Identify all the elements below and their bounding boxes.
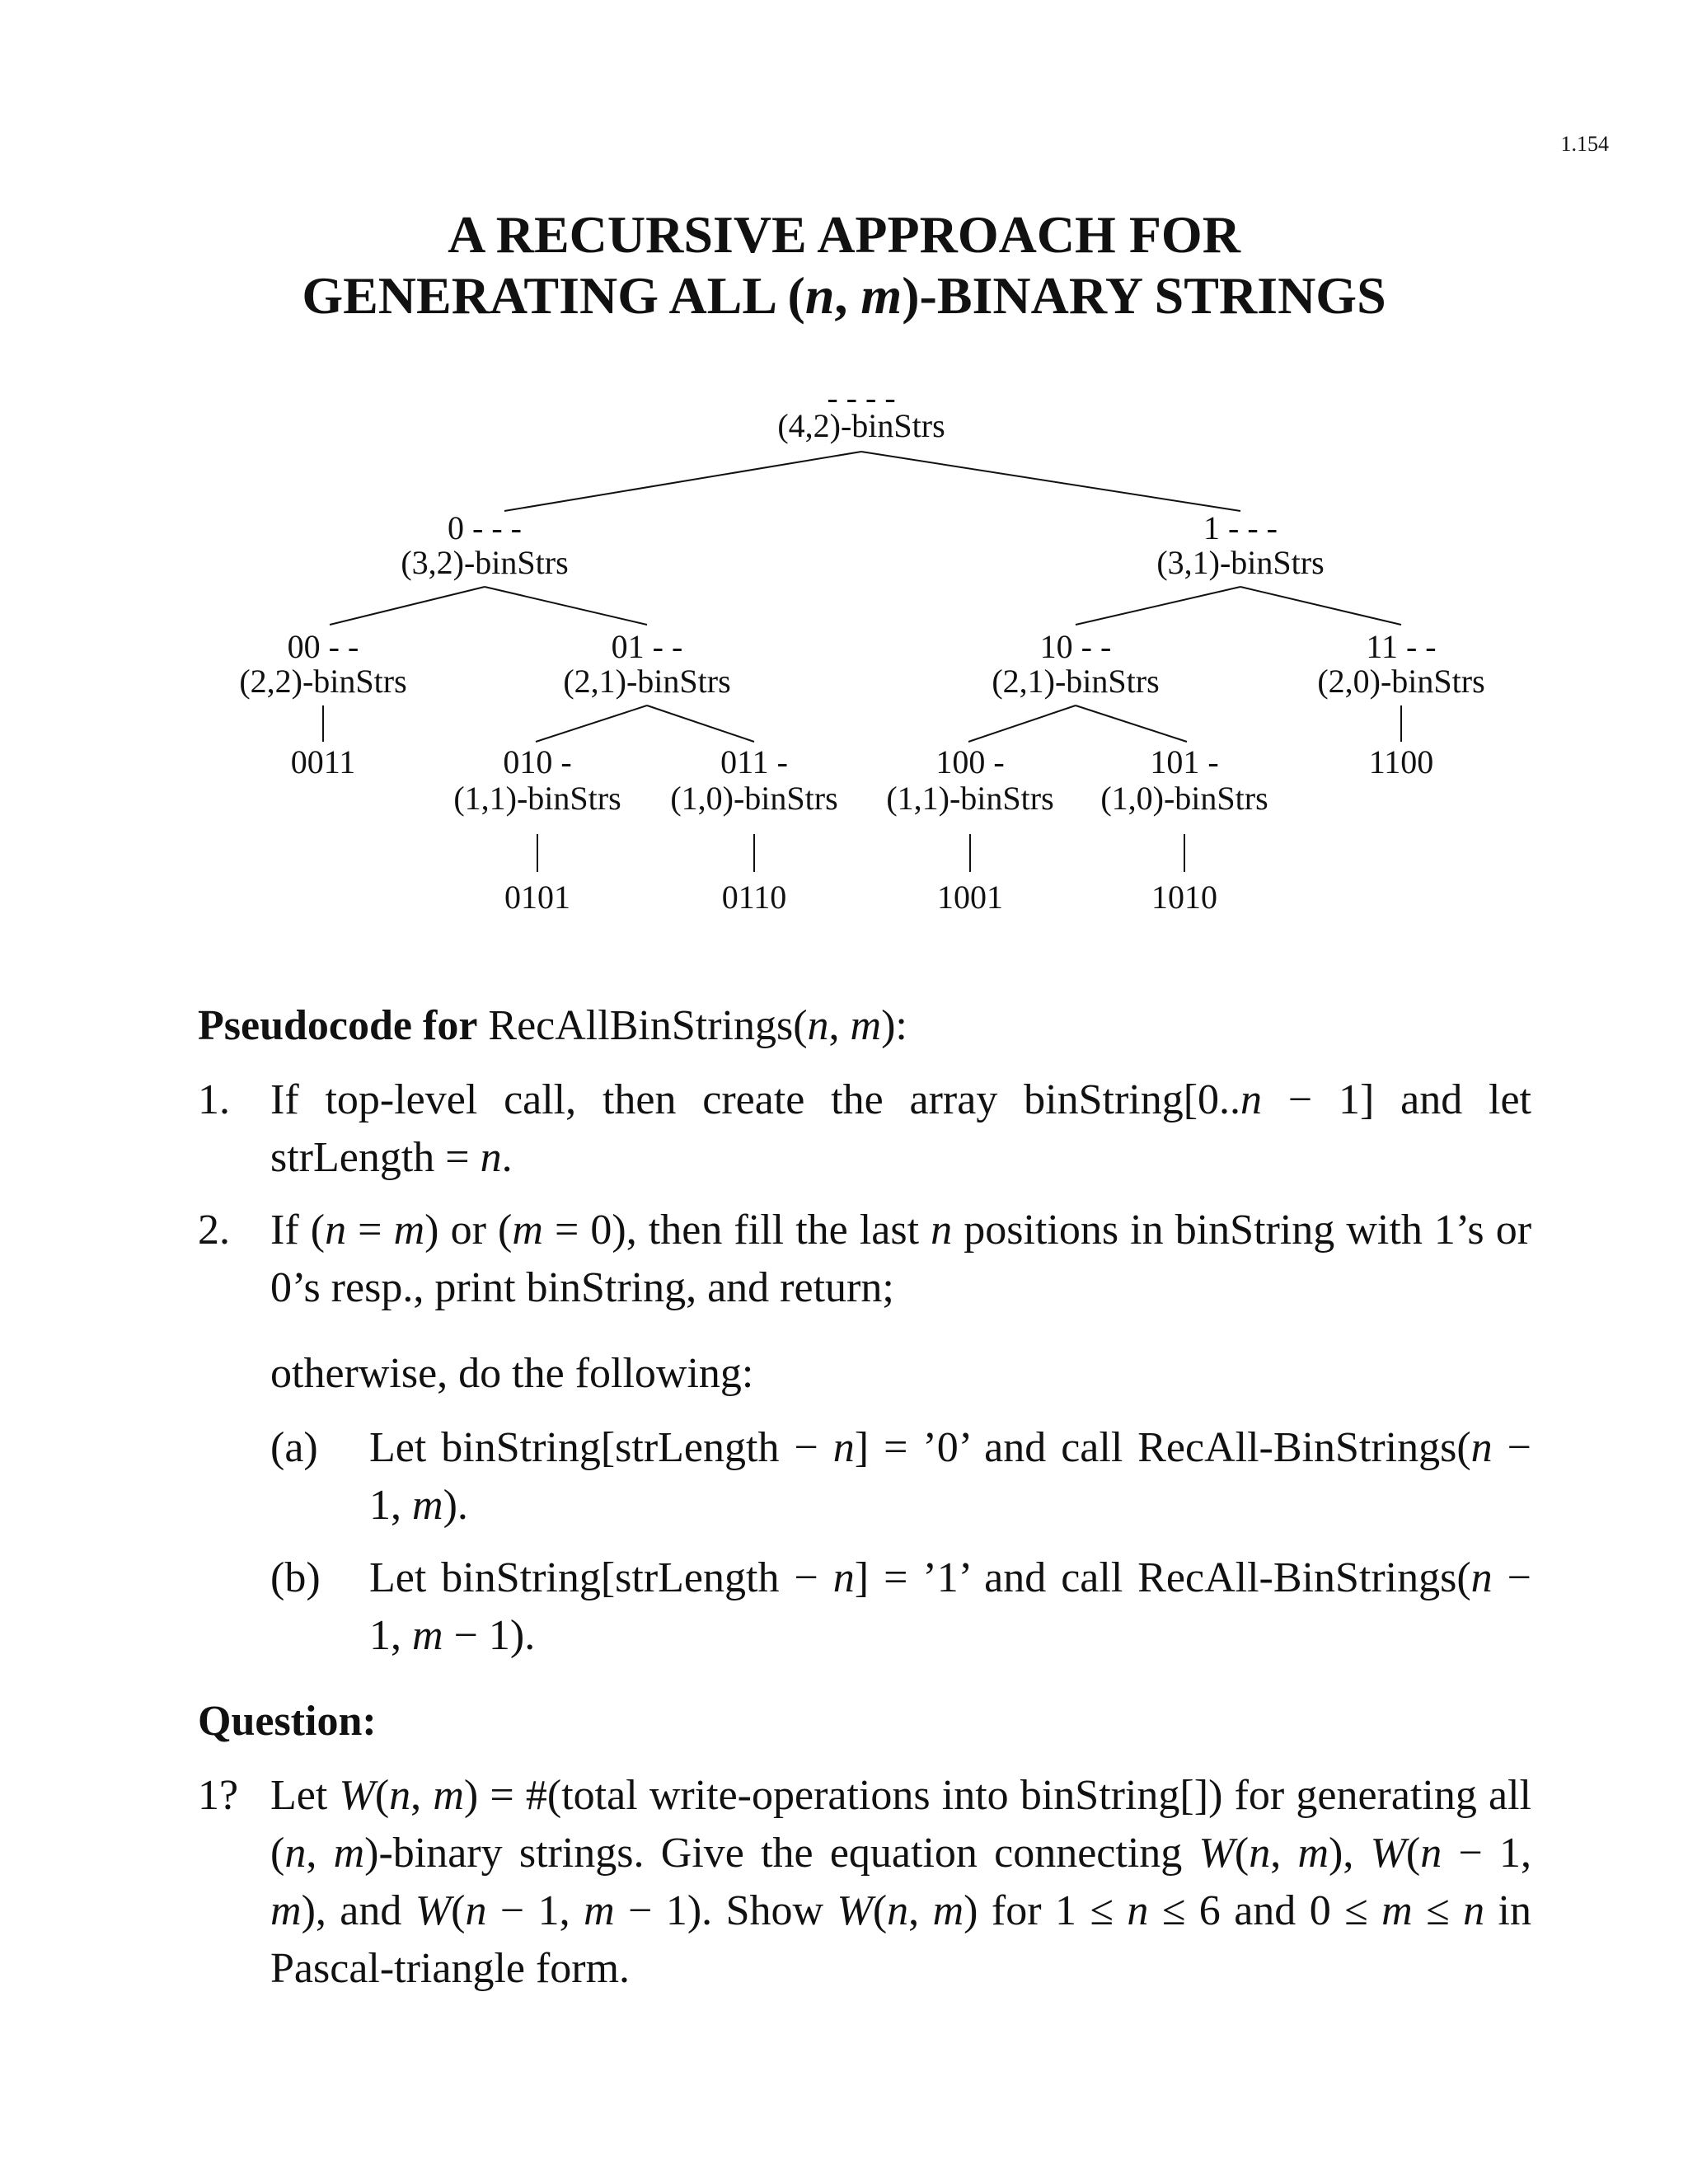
question-1-number: 1? (198, 1772, 239, 1819)
node-10-label: (2,1)-binStrs (992, 663, 1160, 700)
node-1-prefix: 1 - - - (1203, 509, 1278, 546)
leaf-0110: 0110 (721, 879, 787, 916)
edge-root-1 (861, 452, 1240, 511)
node-00-label: (2,2)-binStrs (239, 663, 407, 700)
node-101-prefix: 101 - (1150, 743, 1219, 780)
step-1-number: 1. (198, 1076, 230, 1123)
substep-a-text: Let binString[strLength − n] = ’0’ and call RecAll-BinStrings(n − 1, m). (369, 1424, 1531, 1529)
step-1-text: If top-level call, then create the array binString[0..n − 1] and let strLength = n. (270, 1076, 1531, 1181)
question-heading: Question: (198, 1698, 377, 1745)
page-number: 1.154 (1560, 132, 1609, 156)
edge-0-01 (485, 587, 647, 625)
otherwise-text: otherwise, do the following: (270, 1350, 754, 1397)
node-root-prefix: - - - - (827, 379, 896, 416)
node-10-prefix: 10 - - (1039, 628, 1112, 665)
tree-edges (0, 0, 1688, 956)
edge-10-100 (968, 705, 1076, 742)
edge-1-10 (1076, 587, 1240, 625)
step-2-text: If (n = m) or (m = 0), then fill the last n positions in binString with 1’s or 0’s resp., print binString, and return; (270, 1207, 1532, 1311)
substep-b-text: Let binString[strLength − n] = ’1’ and call RecAll-BinStrings(n − 1, m − 1). (369, 1554, 1531, 1659)
leaf-1100: 1100 (1368, 743, 1434, 780)
edge-0-00 (330, 587, 485, 625)
node-0-prefix: 0 - - - (448, 509, 522, 546)
edge-01-011 (647, 705, 754, 742)
node-11-label: (2,0)-binStrs (1317, 663, 1485, 700)
leaf-0101: 0101 (504, 879, 570, 916)
edge-1-11 (1240, 587, 1401, 625)
substep-b-label: (b) (270, 1554, 321, 1601)
node-100-prefix: 100 - (935, 743, 1005, 780)
node-101-label: (1,0)-binStrs (1100, 780, 1268, 817)
node-01-label: (2,1)-binStrs (563, 663, 731, 700)
leaf-1001: 1001 (937, 879, 1003, 916)
edge-root-0 (504, 452, 861, 511)
recursion-tree (0, 0, 1688, 956)
node-0-label: (3,2)-binStrs (401, 544, 569, 581)
edge-10-101 (1076, 705, 1187, 742)
node-011-prefix: 011 - (720, 743, 788, 780)
leaf-0011: 0011 (290, 743, 356, 780)
node-010-label: (1,1)-binStrs (453, 780, 621, 817)
substep-a-label: (a) (270, 1424, 318, 1471)
node-1-label: (3,1)-binStrs (1156, 544, 1325, 581)
node-010-prefix: 010 - (503, 743, 572, 780)
step-2-number: 2. (198, 1207, 230, 1254)
node-011-label: (1,0)-binStrs (670, 780, 838, 817)
node-100-label: (1,1)-binStrs (886, 780, 1054, 817)
node-00-prefix: 00 - - (287, 628, 359, 665)
page-title-line-2: GENERATING ALL (n, m)-BINARY STRINGS (302, 266, 1386, 325)
node-11-prefix: 11 - - (1366, 628, 1437, 665)
question-1-text: Let W(n, m) = #(total write-operations into binString[]) for generating all (n, m)-binary strings. Give the equation connecting W(n, m), W(n − 1, m), and W(n − 1, m − 1). Show W(n, m) for 1 ≤ n ≤ 6 and 0 ≤ m ≤ n in Pascal-triangle form. (270, 1772, 1532, 1992)
pseudocode-heading: Pseudocode for RecAllBinStrings(n, m): (198, 1002, 907, 1049)
edge-01-010 (536, 705, 647, 742)
leaf-1010: 1010 (1151, 879, 1217, 916)
node-01-prefix: 01 - - (611, 628, 683, 665)
node-root-label: (4,2)-binStrs (777, 407, 945, 444)
page-title-line-1: A RECURSIVE APPROACH FOR (448, 205, 1240, 264)
